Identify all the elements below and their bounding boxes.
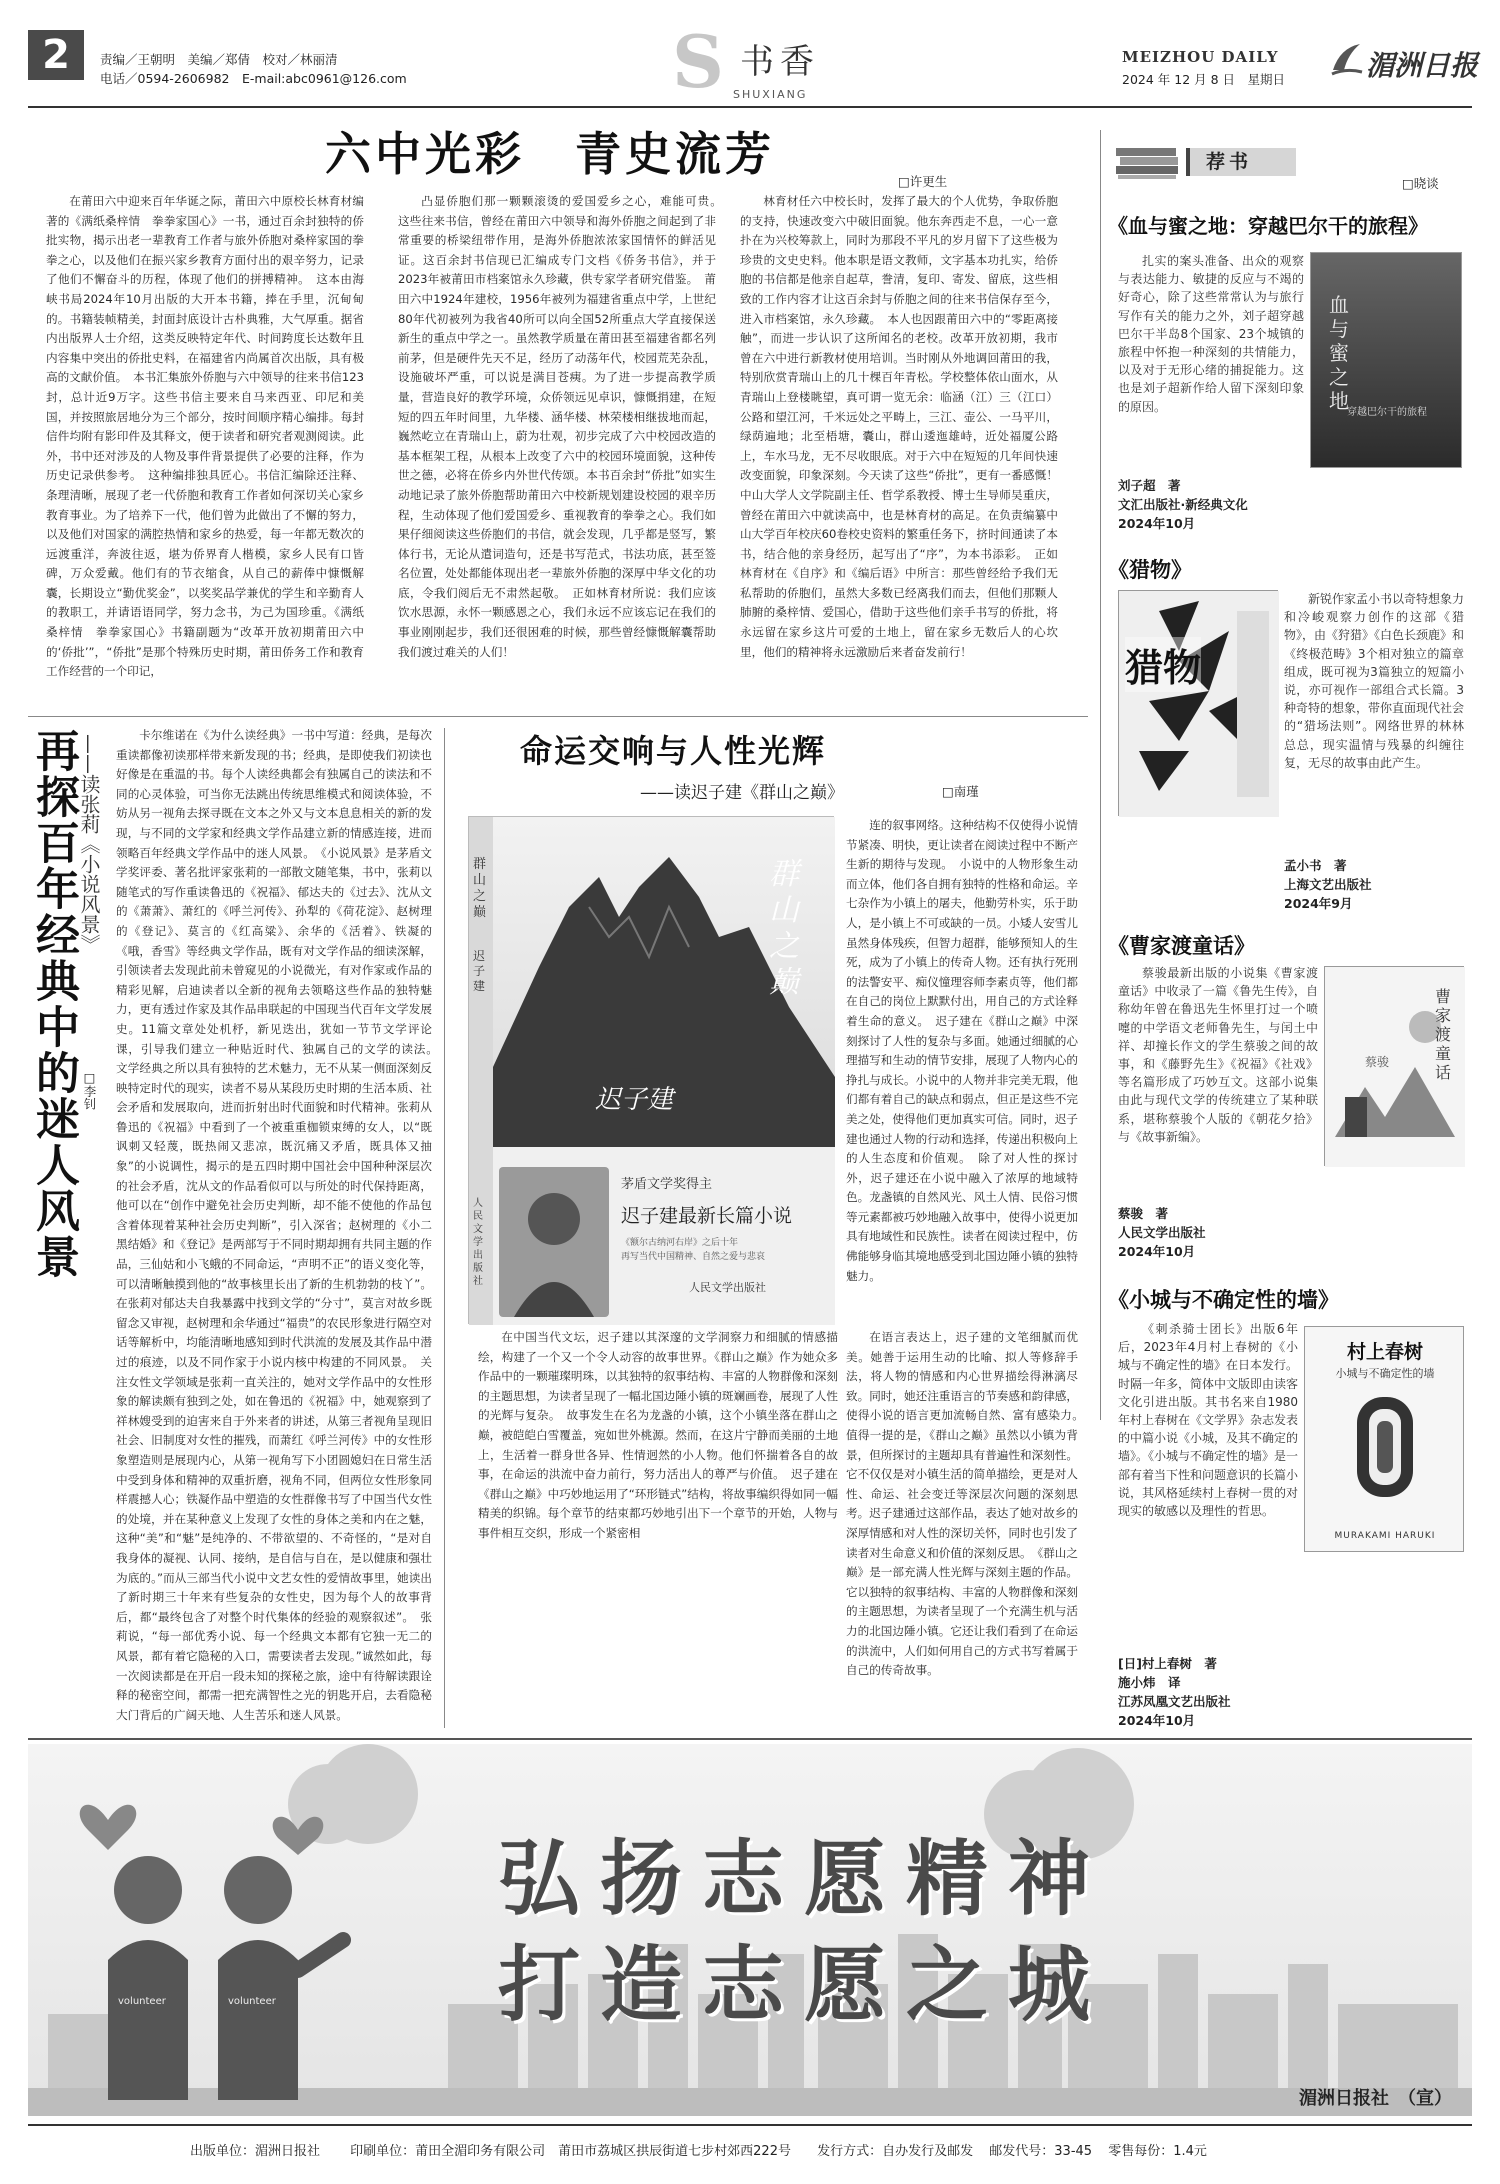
article2-subtitle: ——读张莉《小说风景》 xyxy=(77,734,101,954)
book3-author: 蔡骏 著 xyxy=(1118,1206,1169,1221)
cover-award: 茅盾文学奖得主 xyxy=(621,1177,713,1192)
book3-desc: 蔡骏最新出版的小说集《曹家渡童话》中收录了一篇《鲁先生传》，自称幼年曾在鲁迅先生怀里打过一个喷嚏的中学语文老师鲁先生，与闰土中祥、却撞长作文的学生蔡骏之间的故事，和《藤野先生》《祝福》《社戏》等名篇形成了巧妙互文。这部小说集由此与现代文学的传统建立了某种联系，堪称蔡骏个人版的《朝花夕拾》与《故事新编》。 xyxy=(1118,966,1318,1144)
book3-date: 2024年10月 xyxy=(1118,1244,1196,1259)
footer xyxy=(190,2140,1207,2159)
book3-cover-author: 蔡骏 xyxy=(1365,1055,1390,1069)
page-number: 2 xyxy=(42,32,70,78)
article3-subtitle: ——读迟子建《群山之巅》 xyxy=(640,783,844,803)
book1-cover-title: 血与蜜之地 xyxy=(1329,293,1349,413)
book1-date: 2024年10月 xyxy=(1118,516,1196,531)
footer-postal-code: 邮发代号：33-45 xyxy=(989,2144,1093,2159)
book-rec-header xyxy=(1112,142,1472,191)
article1-bottom-rule xyxy=(28,716,1088,717)
qunshan-book-cover xyxy=(468,816,834,1324)
author-photo xyxy=(499,1167,609,1317)
vest-label-2: volunteer xyxy=(228,1996,276,2007)
book4-cover-sub: 小城与不确定性的墙 xyxy=(1335,1367,1435,1380)
cover-blurb1: 《额尔古纳河右岸》之后十年 xyxy=(621,1238,739,1248)
header-rule xyxy=(28,106,1472,108)
cover-tagline: 迟子建最新长篇小说 xyxy=(621,1205,793,1227)
volunteer-figures-icon xyxy=(68,1800,348,2100)
book2-publisher: 上海文艺出版社 xyxy=(1284,877,1372,892)
volunteer-figures xyxy=(68,1800,348,2100)
book4-publisher: 江苏凤凰文艺出版社 xyxy=(1118,1694,1231,1709)
book4-cover-title: 村上春树 xyxy=(1346,1341,1423,1363)
book4-cover xyxy=(1304,1326,1464,1552)
book4-title: 《小城与不确定性的墙》 xyxy=(1108,1287,1339,1312)
footer-publisher: 出版单位：湄洲日报社 xyxy=(190,2144,321,2159)
book4-author: [日]村上春树 著 xyxy=(1118,1656,1217,1671)
article3-author: □南瑾 xyxy=(942,784,979,799)
book2-cover-title: 猎物 xyxy=(1125,637,1201,692)
book2-title: 《猎物》 xyxy=(1108,557,1192,582)
paper-name-en: MEIZHOU DAILY xyxy=(1122,48,1279,66)
book2-desc: 新锐作家孟小书以奇特想象力和冷峻观察力创作的这部《猎物》，由《狩猎》《白色长颈鹿》和《终极范畴》3个相对独立的篇章组成，既可视为3篇独立的短篇小说，亦可视作一部组合式长篇。3种奇特的想象，带你直面现代社会的“猎场法则”。网络世界的林林总总，现实温情与残暴的纠缠往复，无尽的故事由此产生。 xyxy=(1284,592,1465,770)
books-stack-icon xyxy=(1114,144,1184,180)
article1-col2: 凸显侨胞们那一颗颗滚烫的爱国爱乡之心，难能可贵。 这些往来书信，曾经在莆田六中领导和海外侨胞之间起到了非常重要的桥梁纽带作用，是海外侨胞浓浓家国情怀的鲜活见证。这百余封书信现已汇编成专门文档《侨务书信》，并于2023年被莆田市档案馆永久珍藏，供专家学者研究借鉴。 莆田六中1924年建校，1956年被列为福建省重点中学，上世纪80年代初被列为我省40所可以向全国52所重点大学直接保送新生的重点中学之一。虽然教学质量在莆田甚至福建省都名列前茅，但是硬件先天不足，经历了动荡年代，校园荒芜杂乱，设施破坏严重，可以说是满目苍痍。为了进一步提高教学质量，营造良好的教学环境，众侨领远见卓识，慷慨捐建，在短短的四五年时间里，九华楼、涵华楼、林荣楼相继拔地而起，巍然屹立在青瑞山上，蔚为壮观，初步完成了六中校园改造的基本框架工程，从根本上改变了六中的校园环境面貌，这种传世之德，必将在侨乡内外世代传颂。本书百余封“侨批”如实生动地记录了旅外侨胞帮助莆田六中校新规划建设校园的艰辛历程，生动体现了他们爱国爱乡、重视教育的拳拳之心。我们如果仔细阅读这些侨胞们的书信，就会发现，几乎都是竖写，繁体行书，无论从遣词造句，还是书写范式，书法功底，甚至签名位置，处处都能体现出老一辈旅外侨胞的深厚中华文化的功底，令我们阅后无不肃然起敬。 正如林育材所说：我们应该饮水思源，永怀一颗感恩之心，我们永远不应该忘记在我们的事业刚刚起步，我们还很困难的时候，那些曾经慷慨解囊帮助我们渡过难关的人们！ xyxy=(398,194,728,659)
footer-rule xyxy=(28,2124,1472,2126)
article3-body-right2: 在语言表达上，迟子建的文笔细腻而优美。她善于运用生动的比喻、拟人等修辞手法，将人物的情感和内心世界描绘得淋漓尽致。同时，她还注重语言的节奏感和韵律感，使得小说的语言更加流畅自然、富有感染力。 值得一提的是，《群山之巅》虽然以小镇为背景，但所探讨的主题却具有普遍性和深刻性。它不仅仅是对小镇生活的简单描绘，更是对人性、命运、社会变迁等深层次问题的深刻思考。迟子建通过这部作品，表达了她对故乡的深厚情感和对人性的深切关怀，同时也引发了读者对生命意义和价值的深刻反思。 《群山之巅》是一部充满人性光辉与深刻主题的作品。它以独特的叙事结构、丰富的人物群像和深刻的主题思想，为读者呈现了一个充满生机与活力的北国边陲小镇。它还让我们看到了在命运的洪流中，人们如何用自己的方式书写着属于自己的传奇故事。 xyxy=(846,1330,1090,1678)
section-letter: S xyxy=(672,19,724,104)
section-pinyin: SHUXIANG xyxy=(733,88,808,101)
footer-price: 零售每份：1.4元 xyxy=(1108,2144,1207,2159)
footer-distribution: 发行方式：自办发行及邮发 xyxy=(817,2144,974,2159)
vest-label-1: volunteer xyxy=(118,1996,166,2007)
book3-cover-title: 曹家渡童话 xyxy=(1435,987,1452,1082)
article3-body-left: 在中国当代文坛，迟子建以其深邃的文学洞察力和细腻的情感描绘，构建了一个又一个令人动容的故事世界。《群山之巅》作为她众多作品中的一颗璀璨明珠，以其独特的叙事结构、丰富的人物群像和深刻的主题思想，为读者呈现了一幅北国边陲小镇的斑斓画卷，展现了人性的光辉与复杂。 故事发生在名为龙盏的小镇，这个小镇坐落在群山之巅，被皑皑白雪覆盖，宛如世外桃源。然而，在这片宁静而美丽的土地上，生活着一群身世各异、性情迥然的小人物。他们怀揣着各自的故事，在命运的洪流中奋力前行，努力活出人的尊严与价值。 迟子建在《群山之巅》中巧妙地运用了“环形链式”结构，将故事编织得如同一幅精美的织锦。每个章节的结束都巧妙地引出下一个章节的开始，人物与事件相互交织，形成一个紧密相 xyxy=(478,1330,838,1540)
section-title: 书香 xyxy=(740,42,820,82)
article2-divider xyxy=(444,728,445,1728)
book4-cover-en: MURAKAMI HARUKI xyxy=(1334,1531,1436,1541)
book1-cover-sub: 穿越巴尔干的旅程 xyxy=(1347,407,1427,418)
ad-line1: 弘扬志愿精神 xyxy=(498,1832,1111,1927)
book2-author: 孟小书 著 xyxy=(1284,858,1347,873)
book4-date: 2024年10月 xyxy=(1118,1713,1196,1728)
ad-top-rule xyxy=(28,1738,1472,1740)
header-contact: 电话／0594-2606982 E-mail:abc0961@126.com xyxy=(100,71,407,86)
article1-author: □许更生 xyxy=(898,174,948,189)
book-rec-tag: 荐书 xyxy=(1206,151,1253,173)
cover-publisher: 人民文学出版社 xyxy=(689,1281,766,1294)
article3-title: 命运交响与人性光辉 xyxy=(520,732,827,770)
book-rec-tag-box xyxy=(1186,148,1296,176)
book2-date: 2024年9月 xyxy=(1284,896,1353,911)
book3-title: 《曹家渡童话》 xyxy=(1108,933,1255,958)
article3-body-right1: 连的叙事网络。这种结构不仅使得小说情节紧凑、明快，更让读者在阅读过程中不断产生新的期待与发现。 小说中的人物形象生动而立体，他们各自拥有独特的性格和命运。辛七杂作为小镇上的屠夫，他勤劳朴实，乐于助人，是小镇上不可或缺的一员。小矮人安雪儿虽然身体残疾，但智力超群，能够预知人的生死，成为了小镇上的传奇人物。还有执行死刑的法警安平、痴仪憧理容师李素贞等，他们都在自己的岗位上默默付出，用自己的方式诠释着生命的意义。 迟子建在《群山之巅》中深刻探讨了人性的复杂与多面。她通过细腻的心理描写和生动的情节安排，展现了人物内心的挣扎与成长。小说中的人物并非完美无瑕，他们都有着自己的缺点和弱点，但正是这些不完美之处，使得他们更加真实可信。同时，迟子建也通过人物的行动和选择，传递出积极向上的人生态度和价值观。 除了对人性的探讨外，迟子建还在小说中融入了浓厚的地域特色。龙盏镇的自然风光、风土人情、民俗习惯等元素都被巧妙地融入故事中，使得小说更加具有地域性和民族性。读者在阅读过程中，仿佛能够身临其境地感受到北国边陲小镇的独特魅力。 xyxy=(846,818,1078,1283)
cover-signature: 迟子建 xyxy=(595,1085,674,1115)
book1-author: 刘子超 著 xyxy=(1118,478,1181,493)
book1-title: 《血与蜜之地：穿越巴尔干的旅程》 xyxy=(1108,214,1428,238)
ad-publisher-tag: 湄洲日报社 （宣） xyxy=(1299,2088,1452,2109)
book1-cover xyxy=(1310,252,1462,468)
volunteer-ad xyxy=(28,1744,1472,2116)
book1-desc: 扎实的案头准备、出众的观察与表达能力、敏捷的反应与不竭的好奇心，除了这些常常认为与旅行写作有关的能力之外，刘子超穿越巴尔干半岛8个国家、23个城镇的旅程中怀抱一种深刻的共情能力，以及对于无形心绪的捕捉能力。这也是刘子超新作给人留下深刻印象的原因。 xyxy=(1118,254,1304,414)
cover-blurb2: 再写当代中国精神、自然之爱与悲哀 xyxy=(621,1252,766,1262)
paper-logo-icon xyxy=(1330,40,1364,78)
article1-col1: 在莆田六中迎来百年华诞之际，莆田六中原校长林育材编著的《满纸桑梓情 拳拳家国心》一书，通过百余封独特的侨批实物，揭示出老一辈教育工作者与旅外侨胞对桑梓家国的拳拳之心，以及他们在振兴家乡教育方面付出的艰辛努力，记录了他们不懈奋斗的历程，体现了他们的拼搏精神。 这本由海峡书局2024年10月出版的大开本书籍，捧在手里，沉甸甸的。书籍装帧精美，封面封底设计古朴典雅，大气厚重。据省内出版界人士介绍，这类反映特定年代、时间跨度长达数年且内容集中突出的侨批史料，在福建省内尚属首次出版，具有极高的文献价值。 本书汇集旅外侨胞与六中领导的往来书信123封，总计近9万字。这些书信主要来自马来西亚、印尼和美国，并按照旅居地分为三个部分，按时间顺序精心编排。每封信件均附有影印件及其释文，便于读者和研究者观测阅读。此外，书中还对涉及的人物及事件背景提供了必要的注释，作为历史记录供参考。 这种编排独具匠心。书信汇编除还注释、条理清晰，展现了老一代侨胞和教育工作者如何深切关心家乡教育事业。为了培养下一代，他们曾为此做出了不懈的努力，以及他们对国家的满腔热情和家乡的热爱，每一年都无数次的远渡重洋，奔波往返，堪为侨界育人楷模，家乡人民有口皆碑，万众爱戴。他们有的节衣缩食，从自己的薪俸中慷慨解囊，长期设立“勤优奖金”，以奖奖品学兼优的学生和辛勤育人的教职工，并请语语同学，努力念书，为己为国珍重。《满纸桑梓情 拳拳家国心》书籍副题为“改革开放初期莆田六中的‘侨批’”，“侨批”是那个特殊历史时期，莆田侨务工作和教育工作经营的一个印记， xyxy=(46,194,364,679)
header-editors: 责编／王朝明 美编／郑倩 校对／林丽清 xyxy=(100,52,338,67)
book3-publisher: 人民文学出版社 xyxy=(1118,1225,1206,1240)
book4-translator: 施小炜 译 xyxy=(1118,1675,1181,1690)
cover-publisher-spine: 人民文学出版社 xyxy=(473,1198,483,1287)
paper-name-cn: 湄洲日报 xyxy=(1366,49,1479,82)
right-column-divider xyxy=(1100,130,1101,1420)
book2-cover xyxy=(1118,590,1278,816)
cover-title: 群山之巅 xyxy=(769,857,799,1000)
cover-spine-author: 迟子建 xyxy=(473,949,486,993)
book-rec-author: □晓谈 xyxy=(1402,176,1439,191)
footer-printer: 印刷单位：莆田全湄印务有限公司 莆田市荔城区拱辰街道七步村郊西222号 xyxy=(350,2144,791,2159)
article2-body: 卡尔维诺在《为什么读经典》一书中写道：经典，是每次重读都像初读那样带来新发现的书；经典，是即使我们初读也好像是在重温的书。每个人读经典都会有独属自己的读法和不同的心灵体验，可当你无法跳出传统思维模式和阅读体验，不妨从另一视角去探寻既在文本之外又与文本息息相关的新的发现，与不同的文学家和经典文学作品建立新的情感连接，进而领略百年经典文学作品中的迷人风景。 《小说风景》是茅盾文学奖评委、著名批评家张莉的一部散文随笔集，书中，张莉以随笔式的写作重读鲁迅的《祝福》、郁达夫的《过去》、沈从文的《萧萧》、萧红的《呼兰河传》、孙犁的《荷花淀》、赵树理的《登记》、莫言的《红高粱》、余华的《活着》、铁凝的《哦，香雪》等经典文学作品，既有对文学作品的细读深解，引领读者去发现此前未曾窥见的小说微光，有对作家或作品的精彩见解，启迪读者以全新的视角去领略这些作品的独特魅力，更有透过作家及其作品串联起的中国现当代百年文学发展史。11篇文章处处机杼，新见迭出，犹如一节节文学评论课，引导我们建立一种贴近时代、独属自己的文学的读法。 文学经典之所以具有独特的艺术魅力，无不从某一侧面深刻反映特定时代的现实，读者不易从某段历史时期的生活本质、社会矛盾和发展取向，进而折射出时代面貌和时代精神。张莉从鲁迅的《祝福》中看到了一个被重重枷锁束缚的女人，以“既讽刺又轻蔑，既热闹又悲凉，既沉痛又矛盾，既具体又抽象”的小说调性，揭示的是五四时期中国社会中国种种深层次的社会矛盾，沈从文的作品看似可以与所处的时代保持距离，他可以在“创作中避免社会历史判断，却不能不使他的作品包含着体现着某种社会历史判断”，引入深省；赵树理的《小二黑结婚》和《登记》是两部写于不同时期却拥有共同主题的作品，三仙姑和小飞蛾的不同命运，“声明不正”的语义变化等，可以清晰触摸到他的“故事核里长出了新的生机勃勃的枝丫”。在张莉对郁达夫自我暴露中找到文学的“分寸”，莫言对故乡既留念又审视，赵树理和余华通过“福贵”的农民形象进行隔空对话等解析中，均能清晰地感知到时代洪流的发展及其作品中潜过的痕迹，以及不同作家于小说内核中构建的不同风景。 关注女性文学领域是张莉一直关注的，她对文学作品中的女性形象的解读颇有独到之处，如在鲁迅的《祝福》中，她观察到了祥林嫂受到的迫害来自于外来者的讲述，从第三者视角呈现旧社会、旧制度对女性的摧残，而萧红《呼兰河传》中的女性形象塑造则是展现内心，从第一视角写下小团圆媳妇在日常生活中受到身体和精神的双重折磨，视角不同，但两位女性形象同样震撼人心；铁凝作品中塑造的女性群像书写了中国当代女性的处境，并在某种意义上发现了女性的身体之美和内在之魅，这种“美”和“魅”是纯净的、不带欲望的、不奇怪的，“是对自我身体的凝视、认同、接纳，是自信与自在，是以健康和强壮为底的。”而从三部当代小说中文艺女性的爱情故事里，她读出了新时期三十年来有些复杂的女性史，因为每个人的故事背后，都“最终包含了对整个时代集体的经验的观察叙述”。 张莉说，“每一部优秀小说、每一个经典文本都有它独一无二的风景，都有着它隐秘的入口，需要读者去发现。”诚然如此，每一次阅读都是在开启一段未知的探秘之旅，途中有待解读跟诠释的秘密空间，都需一把充满智性之光的钥匙开启，去看隐秘大门背后的广阔天地、人生苦乐和迷人风景。 xyxy=(116,728,444,1722)
article1-col3: 林育材任六中校长时，发挥了最大的个人优势，争取侨胞的支持，快速改变六中破旧面貌。他东奔西走不息，一心一意扑在为兴校筹款上，同时为那段不平凡的岁月留下了这些极为珍贵的文史史料。他本职是语文教师，文字基本功扎实，给侨胞的书信都是他亲自起草，誊清，复印、寄发、留底，这些相致的工作内容才让这百余封与侨胞之间的往来书信保存至今，进入市档案馆，永久珍藏。 本人也因跟莆田六中的“零距离接触”，而进一步认识了这所闻名的老校。改革开放初期，我市曾在六中进行新教材使用培训。当时刚从外地调回莆田的我，特别欣赏青瑞山上的几十棵百年青松。学校整体依山面水，从青瑞山上登楼眺望，真可谓一览无余：临涵（江）三（江口）公路和望江河，千米远处之平畴上，三江、壶公、一马平川，绿荫遍地；北至梧塘，囊山，群山逶迤雄峙，近处福厦公路上，车水马龙，无不尽收眼底。对于六中在短短的几年间快速改变面貌，印象深刻。今天读了这些“侨批”，更有一番感慨！ 中山大学人文学院副主任、哲学系教授、博士生导师吴重庆，曾经在莆田六中就读高中，也是林育材的高足。在负责编纂中山大学百年校庆60卷校史资料的繁重任务下，挤时间通读了本书，结合他的亲身经历，起写出了“序”，为本书添彩。 正如林育材在《自序》和《编后语》中所言：那些曾经给予我们无私帮助的侨胞们，虽然大多数已经离我们而去，但他们那颗人肺腑的桑梓情、爱国心，借助于这些他们亲手书写的侨批，将永远留在家乡这片可爱的土地上，留在家乡无数后人的心坎里，他们的精神将永远激励后来者奋发前行！ xyxy=(740,194,1070,659)
cover-spine-title: 群山之巅 xyxy=(473,857,487,920)
ad-line2: 打造志愿之城 xyxy=(498,1938,1111,2033)
book1-publisher: 文汇出版社·新经典文化 xyxy=(1118,497,1248,512)
book3-cover xyxy=(1324,966,1464,1166)
paper-date: 2024 年 12 月 8 日 星期日 xyxy=(1122,72,1286,87)
article2-author: □李钊 xyxy=(82,1070,97,1110)
book4-cover-art xyxy=(1305,1387,1465,1517)
article1-title: 六中光彩 青史流芳 xyxy=(325,127,775,181)
book4-desc: 《刺杀骑士团长》出版6年后，2023年4月村上春树的《小城与不确定性的墙》在日本发行。时隔一年多，简体中文版即由读客文化引进出版。其书名来自1980年村上春树在《文学界》杂志发表的中篇小说《小城，及其不确定的墙》。《小城与不确定性的墙》是一部有着当下性和问题意识的长篇小说，其风格延续村上春树一贯的对现实的敏感以及理性的哲思。 xyxy=(1118,1322,1299,1519)
page-number-box xyxy=(28,30,84,80)
book2-zebra-art xyxy=(1119,591,1279,817)
article2-title: 再探百年经典中的迷人风景 xyxy=(28,728,79,1280)
